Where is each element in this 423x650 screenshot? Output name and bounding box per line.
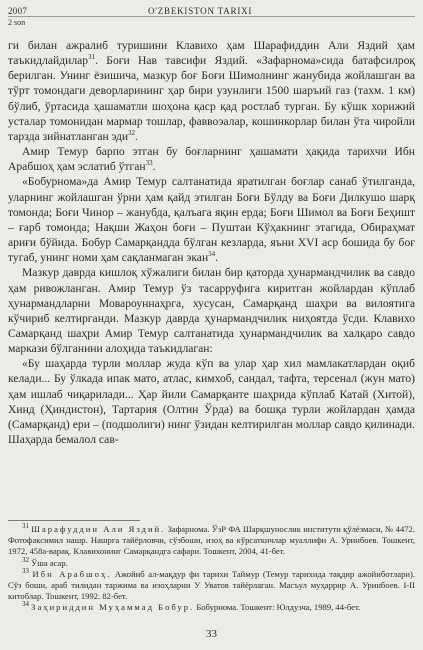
header-year: 2007 xyxy=(8,6,28,16)
footnote-ref: 34 xyxy=(208,250,216,259)
article-body xyxy=(8,38,415,447)
footnote: $^{34}$ Заҳириддин Муҳаммад Бобур. Бобурнома. Тошкент: Юлдузча, 1989, 44-бет. xyxy=(22,600,361,613)
footnote: $^{31}$ Шарафуддин Али Яздий. Зафарнома. ЎзР ФА Шарқшунослик институти қўлёзмаси, № 4472. Фотофаксимил нашр. Нашрга тайёрловчи, сўзбоши, изоҳ ва кўрсаткичлар муаллифи А. Уринбоев. Тошкент, 1972, 458а-варақ. Клавихонинг Самарқандга сафари. Тошкент, 2004, 41-бет. xyxy=(8,522,416,557)
footnote: $^{33}$ Ибн Арабшоҳ. Ажойиб ал-мақдур фи тарихи Таймур (Темур тарихида тақдир ажойиботлари). Сўз боши, араб тилидан таржима ва изоҳларни У Уватов тайёрлаган. Масъул муҳаррир А. Уринбоев. I-II китоблар. Тошкент, 1992. 82-бет. xyxy=(8,566,415,602)
footnote-divider xyxy=(8,520,140,521)
footnotes xyxy=(8,524,415,614)
paragraph: Амир Темур барпо этган бу боғларнинг ҳашамати ҳақида тарихчи Ибн Арабшоҳ ҳам эслатиб ўтган$^{33}$. xyxy=(8,145,415,174)
footnote-ref: 32 xyxy=(128,129,136,138)
footnote: $^{32}$ Ўша асар. xyxy=(22,555,68,568)
header-rule xyxy=(8,16,415,17)
paragraph: «Бобурнома»да Амир Темур салтанатида яратилган боғлар санаб ўтилганда, уларнинг жойлашган ўрни ҳам қайд этилган Боғи Бўлду ва Боғи Дилкушо шарқ томонда; Боғи Чинор – жанубда, қалъага яқин ерда; Боғи Шимол ва Боғи Беҳишт – ғарб томонда; Нақши Жаҳон боғи – Пуштаи Кўҳакнинг этагида, Обираҳмат ариғи бўйида. Бобур Самарқандда бўлган кезларда, яъни XVI аср бошида бу боғ тугаб, унинг номи ҳам сақланмаган экан$^{34}$. xyxy=(8,175,415,265)
footnote-ref: 33 xyxy=(145,159,153,168)
footnote-ref: 31 xyxy=(88,53,96,62)
paragraph: Мазкур даврда кишлоқ хўжалиги билан бир қаторда ҳунармандчилик ва савдо ҳам ривожланган. Амир Темур ўз тасарруфига киритган жойлардан кўплаб ҳунармандларни Мовароуннаҳрга, хусусан, Самарқанд шаҳри ва вилоятига кўчириб келтирганди. Мазкур даврда ҳунармандчилик ниҳоятда ўсди. Клавихо Самарқанд шаҳри Амир Темур салтанатида ҳунармандчилик ва халқаро савдо маркази бўлганини алоҳида таъкидлаган: xyxy=(8,266,415,356)
paragraph: «Бу шаҳарда турли моллар жуда кўп ва улар ҳар хил мамлакатлардан оқиб келади... Бу ўлкада ипак мато, атлас, кимхоб, сандал, тафта, терсенал (жун мато) ҳам ишлаб чиқарилади... Ҳар йили Самарқанте шаҳрида кўплаб Катай (Хитой), Хинд (Ҳиндистон), Тартария (Олтин Ўрда) ва бошқа турли жойлардан ҳамда (Самарқанд) ери – (подшолиги) нинг ўзидан келтирилган моллар савдо қилинади. Шаҳарда бемалол сав- xyxy=(8,357,415,447)
paragraph: ги билан ажралиб туришини Клавихо ҳам Шарафиддин Али Яздий ҳам таъкидлайдилар$^{31}$. Боғи Нав тавсифи Яздий. «Зафарнома»сида батафсилроқ берилган. Унинг ёзишича, мазкур боғ Боғи Шимолнинг жанубида жойлашган ва тўрт томондаги деворларининг ҳар бири узунлиги 1500 шаръий газ (тахм. 1 км) бўлиб, ўртасида ҳашаматли шоҳона қаср қад ростлаб турган. Бу кўшк хорижий усталар томонидан мармар тошлар, фаввоэалар, кошинкорлар билан ўта чиройли тарзда зийнатланган эди$^{32}$. xyxy=(8,39,415,143)
page-number: 33 xyxy=(206,628,217,640)
header-issue: 2 son xyxy=(8,18,26,27)
journal-title: O'ZBEKISTON TARIXI xyxy=(148,6,253,16)
